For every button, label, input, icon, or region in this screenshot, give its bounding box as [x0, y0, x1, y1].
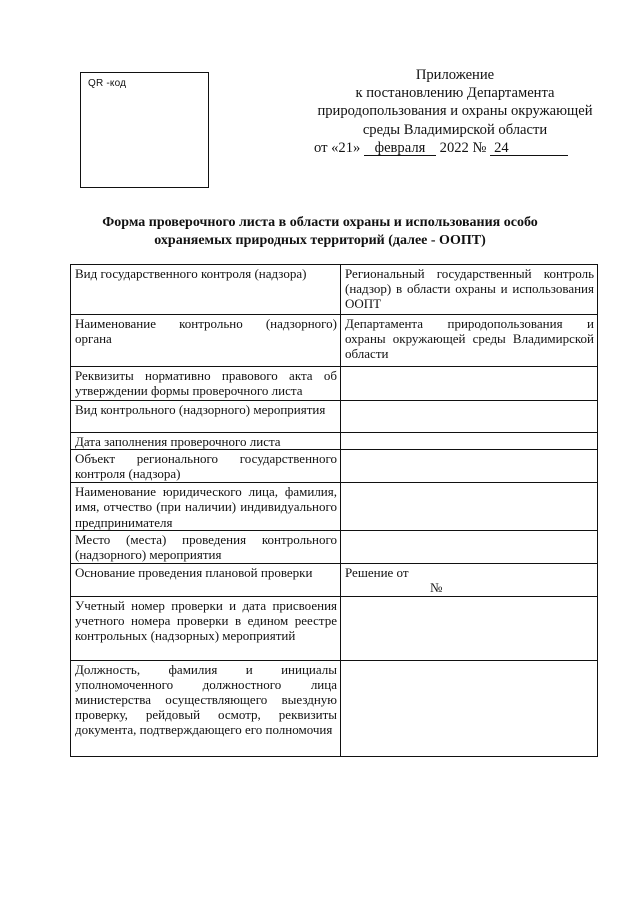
table-row	[71, 367, 598, 401]
checklist-table	[70, 264, 598, 757]
row-value: Региональный государственный контроль (надзор) в области охраны и использования ООПТ	[341, 265, 598, 315]
row-label: Объект регионального государственного контроля (надзора)	[71, 450, 341, 483]
table-row	[71, 433, 598, 450]
decision-date-label: Решение от	[345, 565, 409, 581]
row-label: Наименование контрольно (надзорного) органа	[71, 315, 341, 367]
form-title-line-1: Форма проверочного листа в области охраны и использования особо	[102, 215, 538, 230]
table-row	[71, 531, 598, 564]
date-month: февраля	[364, 141, 436, 156]
table-row	[71, 401, 598, 433]
appendix-header	[300, 66, 610, 157]
form-title	[60, 214, 580, 249]
table-row	[71, 450, 598, 483]
row-value	[341, 531, 598, 564]
decree-number: 24	[490, 141, 568, 156]
qr-code-label: QR -код	[88, 78, 127, 89]
row-label: Должность, фамилия и инициалы уполномоченного должностного лица министерства осуществляющего выездную проверку, рейдовый осмотр, реквизиты документа, подтверждающего его полномочия	[71, 660, 341, 756]
table-row	[71, 265, 598, 315]
table-row	[71, 483, 598, 531]
row-label: Вид государственного контроля (надзора)	[71, 265, 341, 315]
row-value	[341, 401, 598, 433]
row-value	[341, 660, 598, 756]
date-year: 2022 №	[439, 139, 487, 156]
row-value	[341, 483, 598, 531]
row-label: Основание проведения плановой проверки	[71, 564, 341, 596]
appendix-line-2: к постановлению Департамента	[355, 85, 555, 102]
table-row	[71, 660, 598, 756]
row-label: Реквизиты нормативно правового акта об утверждении формы проверочного листа	[71, 367, 341, 401]
table-row	[71, 315, 598, 367]
appendix-line-4: среды Владимирской области	[362, 121, 548, 138]
row-value	[341, 596, 598, 660]
qr-code-placeholder	[80, 72, 209, 188]
row-label: Наименование юридического лица, фамилия, имя, отчество (при наличии) индивидуального предпринимателя	[71, 483, 341, 531]
row-value	[341, 564, 598, 596]
appendix-title: Приложение	[415, 67, 495, 83]
form-title-line-2: охраняемых природных территорий (далее - ООПТ)	[154, 232, 486, 248]
row-label: Вид контрольного (надзорного) мероприятия	[71, 401, 341, 433]
row-label: Дата заполнения проверочного листа	[71, 433, 341, 450]
decision-number-label: №	[430, 580, 443, 596]
date-prefix: от «21»	[314, 139, 361, 156]
row-label: Учетный номер проверки и дата присвоения учетного номера проверки в едином реестре контрольных (надзорных) мероприятий	[71, 596, 341, 660]
row-value	[341, 433, 598, 450]
appendix-line-3: природопользования и охраны окружающей	[317, 103, 593, 120]
row-value	[341, 367, 598, 401]
row-value	[341, 450, 598, 483]
row-value: Департамента природопользования и охраны окружающей среды Владимирской области	[341, 315, 598, 367]
appendix-date-line	[300, 139, 610, 157]
table-row	[71, 596, 598, 660]
table-row	[71, 564, 598, 596]
row-label: Место (места) проведения контрольного (надзорного) мероприятия	[71, 531, 341, 564]
